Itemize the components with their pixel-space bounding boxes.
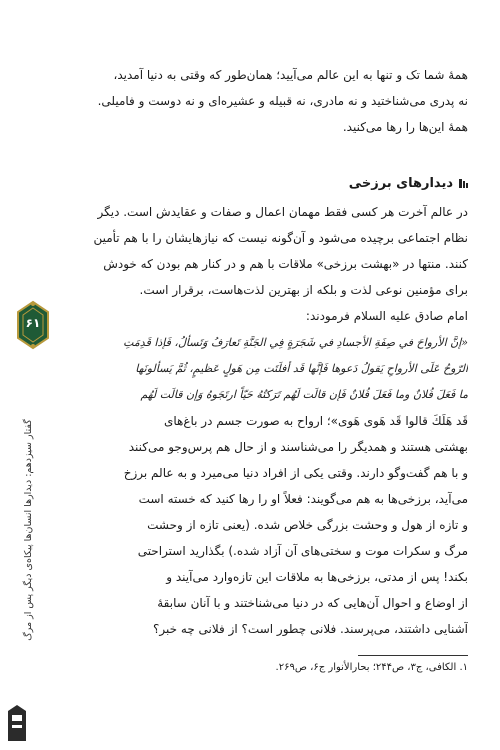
publisher-logo-icon [2,705,32,747]
text-line: نظام اجتماعی برچیده می‌شود و آن‌گونه نیست که نیازهایشان را با هم تأمین [93,231,468,245]
footnote-divider [358,655,468,656]
text-line: آشنایی داشتند، می‌پرسند. فلانی چطور است؟ از فلانی چه خبر؟ [153,622,468,636]
text-line: کنند. منتها در «بهشت برزخی» ملاقات با هم و در کنار هم بودن که خودش [103,257,468,271]
text-line: همهٔ این‌ها را رها می‌کنید. [342,120,468,134]
text-line: بهشتی هستند و همدیگر را می‌شناسند و از حال هم پرس‌وجو می‌کنند [128,440,468,454]
section-heading-row [268,176,468,191]
text-line: نه پدری می‌شناختید و نه مادری، نه قبیله و عشیره‌ای و نه دوست و فامیلی. [97,94,468,108]
heading-bullet-icon [459,179,468,188]
quote-line: «إنَّ الأرواحَ في صِفَةِ الأجسادِ في شَجَرَةٍ فِي الجَنَّةِ تَعارَفُ وَتَسألُ، فَإذا قَدِمَتِ [123,336,468,349]
text-line: قَد هَلَكَ قالوا قَد هَوى هَوى»؛ ارواح به صورت جسم در باغ‌های [163,414,468,428]
text-line: برای مؤمنین نوعی لذت و بلکه از بهترین لذت‌هاست، برقرار است. [139,283,468,297]
text-line: همهٔ شما تک و تنها به این عالم می‌آیید؛ همان‌طور که وقتی به دنیا آمدید، [113,68,468,82]
quote-line: الرّوحُ عَلَى الأرواحِ يَقولُ دَعوها فَإنَّها قَد أفلَتَت مِن هَولٍ عَظيمٍ، ثُمَّ يَسألونَها [135,362,468,375]
text-line: مرگ و سکرات موت و سختی‌های آن آزاد شده.) بگذارید استراحتی [137,544,468,558]
text-line: و با هم گفت‌وگو دارند. وقتی یکی از افراد دنیا می‌میرد و به عالم برزخ [123,466,468,480]
text-line: امام صادق علیه السلام فرمودند: [305,309,468,323]
paragraph [88,199,468,303]
text-line: بکند! پس از مدتی، برزخی‌ها به ملاقات این تازه‌وارد می‌آیند و [166,570,468,584]
hadith-intro [88,303,468,329]
page-number: ۶۱ [25,316,41,330]
quote-line: ما فَعَلَ فُلانٌ وما فَعَلَ فُلانٌ فَإن قالَت لَهُم تَرَكتُهُ حَيّاً ارتَجَوهُ وَإن قالَت لَهُم [140,388,468,401]
running-title: گفتار سیزدهم: دیدارها انسان‌ها پیکاه‌ی دیگر پس از مرگ [23,419,34,641]
footnote: ۱. الکافی، ج۳، ص۲۴۴؛ بحارالأنوار ج۶، ص۲۶۹. [275,662,468,673]
text-line: از اوضاع و احوال آن‌هایی که در دنیا می‌شناختند و با آنان سابقهٔ [157,596,468,610]
arabic-hadith-quote [88,330,468,408]
section-heading: دیدارهای برزخی [348,176,453,191]
text-line: می‌آید، برزخی‌ها به هم می‌گویند: فعلاً او را رها کنید که خسته است [138,492,468,506]
text-line: و تازه از هول و وحشت بزرگی خلاص شده. (یعنی تازه از وحشت [147,518,468,532]
text-line: در عالم آخرت هر کسی فقط مهمان اعمال و صفات و عقایدش است. دیگر [97,205,468,219]
paragraph [88,408,468,642]
intro-paragraph [88,62,468,140]
